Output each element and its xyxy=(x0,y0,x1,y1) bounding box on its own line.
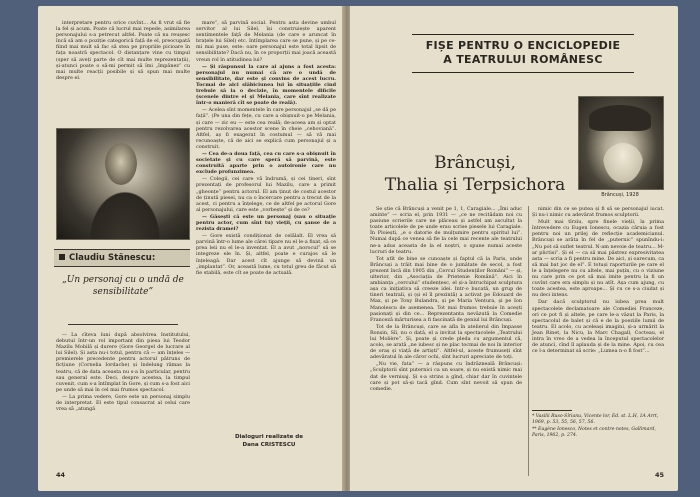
brancusi-photo xyxy=(578,96,664,190)
paragraph: Tot atît de bine se cunoaște și faptul că la Paris, unde Brâncuși a trăit mai bine de o jumătate de secol, a fost prezent încă din 1905 din „Cercul Studenților Români” — și, ulterior, din „Asociația de Prietenie Română”. Aici în ambianța „cercului” studențesc, el și-a întruchipat sculptura așa ca inițiativa să creeze idei. Intr-o bucată, un grup de tineri teatrali, și (și el îl prezintă) a activat pe Edouard de Max, și pe Tony Bulandra, și pe Maria Ventura, și pe Ion Manolescu de asemenea. Tot mai frumos trebuie în acești pasionați și din ce... Reprezentanta nevăzută la Comedie Franceză mărturisea a fi fascinată de geniul lui Brâncuși. xyxy=(370,255,522,323)
paragraph: — La cîteva luni după absolvirea Institutului, debutul într-un rol important din piesa lui Teodor Mazilu Mobilă și durere (Gore Georgel de lucrare al lui Silel). Și asta nu-i totul, pentru că — am înțeles — premierele precedente pentru actorul pătruns de ficțiune (Cornelia Iordache) și îndelung rămas la teatru, că de data aceasta nu s-a în particular, pentru sau general este. Deci, despre acestea, la timpul cuvenit, cum s-a întîmplat în Gore, și cum s-a fost aici pe unde să mai în cel mai frumos spectacol. xyxy=(56,332,190,393)
paragraph: mare”, să parvină social. Pentru asta devine umbul servitor al lui Silel, își construiește aparent sentimentele față de Melania (de care e aruncat în brațele lui Silel) etc. Intîmplarea care se pune, și pe ce-mi mai puse, este: oare personajul este total lipsit de sensibilitate? Dacă nu, în ce proporții mai joacă această vreun rol în atitudinea lui? xyxy=(196,20,336,63)
footnote-divider xyxy=(532,410,572,411)
paragraph: Dar dacă sculptorul nu iubea prea mult spectacolele declamatoare ale Comediei Franceze, ori ce pot fi și altele, pe care le-a văzut la Paris, la spectacolul de balet și că e de la poeziile lumii de teatru. El acolo, cu aceleași imagini, și-a urmărit la Jean Rinet, la Nicu, la Marc Chagall, Cocteau, el intra în vreo de a vedea la începutul spectacolelor de atunci, cînd îl aplauda și de la mine. Apoi, cu cea ce l-a determinat să scrie: „Lumea n-o fi fost”... xyxy=(532,299,664,355)
square-bullet-icon xyxy=(59,254,65,260)
paragraph: nimic din ce se putea și fi să se personajul iucat. Și nu-i nimic cu adevărat frumos sculptorii. xyxy=(532,206,664,219)
divider xyxy=(68,324,178,325)
left-page xyxy=(38,6,344,491)
paragraph: — La prima vedere, Gore este un personaj simplu de interpretat. El este tipul consacrat al celui care vrea să „atungă xyxy=(56,393,190,413)
page-number-left: 44 xyxy=(56,471,66,479)
series-heading: FIȘE PENTRU O ENCICLOPEDIE A TEATRULUI ROMÂNESC xyxy=(412,34,634,73)
footnote: ** Eugène Ionesco, Notes et contre-notes, Gallimard, Paris, 1962, p. 274. xyxy=(532,427,656,438)
article-title: Brâncuși, Thalia și Terpsichora xyxy=(384,153,566,195)
paragraph: — Găsești că este un personaj (sau o situație pentru actor, cum sînt tu) vieții, cu șanse de a rezista dramei? xyxy=(196,213,336,233)
footnotes xyxy=(532,414,664,440)
interviewee-label: Claudiu Stănescu: xyxy=(54,249,190,267)
left-col2 xyxy=(196,20,336,277)
right-col1 xyxy=(370,206,522,393)
footnote: * Vasilii Ruso-Sîrianu, Vicente lor, Ed. st. L.H, 1A Arrt, 1969, p. 53, 55, 56, 57, 56. xyxy=(532,414,659,425)
paragraph: „Nu vie, fata” — a răspuns cu îndrăzneală Brâncuși: „Sculptorii sînt puternici ca un soare, și nu există nimic mai dat de vernisaj. Și s-a strins a gînd, chiar dar în cuvintele care și pot să-și tacă gînd. Cum sînt nevoit să spun de comedie. xyxy=(370,361,522,392)
paragraph: Se știe că Brâncuși a venit pe 1, 1, Caragiale... „Îmi aduc aminte” — scria el, prin 1931 — „ce ne recitădam noi cu pasiune scrierile care ne plăceau și astfel am ascultat la toate articolele de pe unde erau scrise piesele lui Caragiale. În Ploiești, „e o datorie de mulțumire pentru spiritul lui”. Numai după ce venea să fie la cele mai recente ale teatrului ne-a adus aceasta de la el noștri, o spune numai aceste lucruri de teatru. xyxy=(370,206,522,255)
left-col1-bottom xyxy=(56,332,190,413)
paragraph: — Gore există condiționat de celălalt. El vrea să parvină într-o lume ale cărei tipare nu el le-a fixat, să ce prea leii nu el le-a inventat. El a avut „norocul” să se integreze ele în. Și, altfel, poate e curajos să le înțeleagă. Dar acest cît ajunge să devină un „implantat”. Or, această lume, cu totul greu de făcut să fie stabilă, este cît se poate de actuală. xyxy=(196,233,336,276)
column-divider xyxy=(528,206,529,476)
photo-caption: Brâncuși, 1928 xyxy=(601,192,639,198)
paragraph: — Și răspunsul la care ai ajuns a fost acesta: personajul nu numai că are o undă de sensibilitate, dar este și convins de acest lucru. Tocmai de aici slăbiciunea lui în situațiile cind trebuie să ia o decizie, în momentele dificile (scenele dintre el și Melania, care sînt realizate într-o manieră cît se poate de reală). xyxy=(196,63,336,107)
left-col1-top xyxy=(56,20,190,82)
paragraph: Mult mai tîrziu, spre finele vieții, la prima întrevedere cu Eugen Ionescu, ocazia căruia a fost pentru noi un prilej de reflecție academicianul. Brâncuși se arăta în fel de „puternic” spunîndu-i: „Nu pot să suflet teatrul. N-am nevoie de teatru... M-ar plictisi”. Și el — ca să mai păstrez expresivitatea asta — scria a fi pentru mine. De aici, și oarecum, ca să mai bat joc de el”. E totuși raporturile pe care el le a înțelegere nu cu altele, mai puțin, cu o viziune nu care prin ce pot să mai imite pentru la fi un cuvînt care era simplu și nu atît. Așa cum ajung, cu toate acestea, este aproape... Și cu ce s-a ciudat și nu deci intens. xyxy=(532,219,664,299)
right-col2 xyxy=(532,206,664,355)
paragraph: — Cea de-a doua față, cea cu care s-a obișnuit în societate și cu care speră să parvină, este construită aparte prin o autoironie care nu exclude profunzimea. xyxy=(196,150,336,176)
actor-photo xyxy=(56,128,190,240)
page-number-right: 45 xyxy=(654,471,664,479)
paragraph: interpretare pentru orice cuvînt... As fi vrut să fie la fel și acum. Poate că lucrul mai repede, asimilarea personajului s-a petrecut altfel. Poate că nu reușesc încă să am o poziție categorică față de el, preocupată fiind mai mult să fac să stea pe propriile picioare în fața noastră spectacol. O distanțare vine cu timpul (sper să aveți parte de cît mai multe reprezentații), și-atunci poate o să-mi permit să îmi „împănez” cu mai multe reacții posibile și să spun mai multe despre el. xyxy=(56,20,190,81)
interview-credit: Dialoguri realizate de Dana CRISTESCU xyxy=(234,434,304,448)
paragraph: Tot de la Brâncuși, care se afla în atelierul din Impasse Ronsin, Sîi, nu o dată, el a invitat la spectacolele „Teatrului lui Molière”. Și, poate și crede pleda cu argumentul că, acolo, se arată „ne iubesc și ne plac tocmai de noi în interior de oraș și viață de artiști”. Altfel-ul, aceste frumuseți sînt adevăratul în ale căror ochi, sînt lucruri apreciate de toți. xyxy=(370,323,522,361)
paragraph: — Colegii, cei care vă îndrumă, și cei tineri, sînt prezentați de profesorul lui Mazilu, care a primit „gheonțe” pentru actorul. El am ținut de costul acestor de ținută piesei, nu ca o încercare pentru a trecut de la acest, ci pentru a înțelege, ce de altfel pe actorul Gore al personajului, care este „vorbește” și de ce? xyxy=(196,176,336,213)
pull-quote: „Un personaj cu o undă de sensibilitate” xyxy=(62,275,184,297)
right-page xyxy=(350,6,678,491)
paragraph: — Acelea sînt momentele în care personajul „se dă pe față”. (Pe una din fețe, cu care a obișnuit-o pe Melania, și care — zic eu — este cea reală; de-aceea am și optat pentru rezolvarea acestor scene în cheie „cehoviană”. Altfel, aș fi exagerat în costumul — să vă mai recunoaște, că de aici se explică cum personajul și a construit. xyxy=(196,107,336,150)
